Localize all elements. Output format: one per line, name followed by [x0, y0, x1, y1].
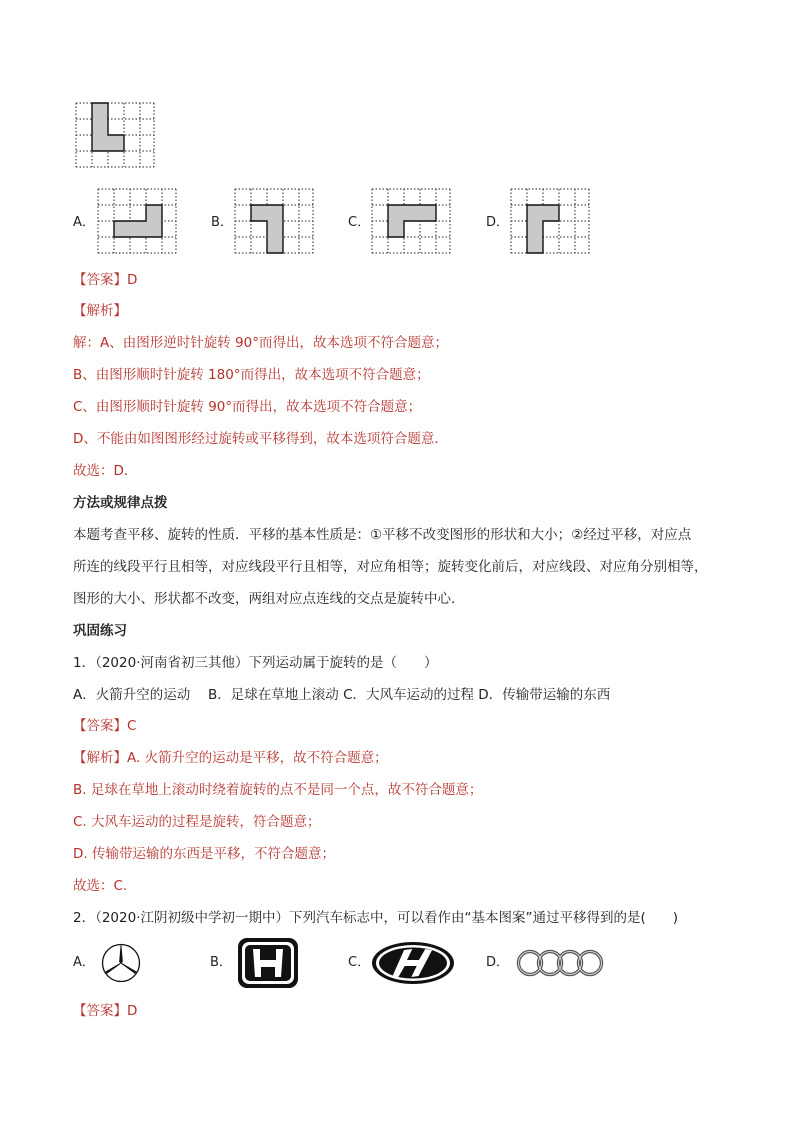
q2-answer-line [73, 1002, 137, 1020]
option-b-label: B． [211, 215, 233, 230]
answer-value: D [127, 272, 138, 288]
option-b-figure [235, 189, 315, 255]
option-a-shape [114, 205, 162, 237]
prev-analysis-line-1: 解：A、由图形逆时针旋转 90°而得出，故本选项不符合题意； [73, 335, 448, 351]
option-c-label: C． [348, 215, 371, 230]
q1-analysis-line-5: 故选：C. [73, 878, 128, 894]
q1-options: A．火箭升空的运动 B．足球在草地上滚动 C．大风车运动的过程 D．传输带运输的东西 [73, 687, 611, 703]
q1-answer-bracket: 【答案】 [73, 718, 127, 734]
q2-option-c-label: C． [348, 955, 371, 970]
option-a-figure [98, 189, 178, 255]
q1-analysis-line-2: B. 足球在草地上滚动时绕着旋转的点不是同一个点，故不符合题意； [73, 782, 483, 798]
method-title: 方法或规律点拨 [73, 495, 168, 511]
option-b-shape [251, 205, 283, 253]
option-d-label: D． [486, 215, 510, 230]
prev-analysis-heading: 【解析】 [73, 303, 127, 319]
option-c-figure [372, 189, 452, 255]
q1-analysis-text: A. 火箭升空的运动是平移，故不符合题意； [127, 750, 388, 766]
option-a-label: A． [73, 215, 95, 230]
mercedes-logo-icon [101, 943, 141, 983]
prev-analysis-line-3: C、由图形顺时针旋转 90°而得出，故本选项不符合题意； [73, 399, 422, 415]
q2-option-d-label: D． [486, 955, 510, 970]
q2-stem: 2．（2020·江阴初级中学初一期中）下列汽车标志中，可以看作由“基本图案”通过平移得到的是( ) [73, 910, 679, 926]
q1-answer-line [73, 717, 136, 735]
q2-option-a-label: A． [73, 955, 95, 970]
q1-analysis-first [73, 749, 388, 767]
prev-analysis-line-5: 故选：D． [73, 463, 138, 479]
q2-option-b-label: B． [210, 955, 232, 970]
q1-analysis-line-4: D. 传输带运输的东西是平移，不符合题意； [73, 846, 335, 862]
prev-answer-line [73, 271, 137, 289]
q1-stem: 1．（2020·河南省初三其他）下列运动属于旋转的是（ ） [73, 655, 438, 671]
option-d-figure [511, 189, 591, 255]
prev-analysis-line-4: D、不能由如图图形经过旋转或平移得到，故本选项符合题意． [73, 431, 448, 447]
base-figure-l-shape [76, 103, 156, 169]
l-shape [92, 103, 124, 151]
method-line-1: 本题考查平移、旋转的性质．平移的基本性质是：①平移不改变图形的形状和大小；②经过平移，对应点 [73, 527, 692, 543]
hyundai-logo-icon [371, 941, 455, 985]
method-line-3: 图形的大小、形状都不改变，两组对应点连线的交点是旋转中心． [73, 591, 465, 607]
option-d-shape [527, 205, 559, 253]
answer-bracket: 【答案】 [73, 272, 127, 288]
option-c-shape [388, 205, 436, 237]
method-line-2: 所连的线段平行且相等，对应线段平行且相等，对应角相等；旋转变化前后，对应线段、对应角分别相等， [73, 559, 708, 575]
q2-answer-bracket: 【答案】 [73, 1003, 127, 1019]
q2-answer-value: D [127, 1003, 138, 1019]
q1-answer-value: C [127, 718, 137, 734]
prev-analysis-line-2: B、由图形顺时针旋转 180°而得出，故本选项不符合题意； [73, 367, 430, 383]
practice-title: 巩固练习 [73, 623, 127, 639]
q1-analysis-line-3: C. 大风车运动的过程是旋转，符合题意； [73, 814, 321, 830]
audi-logo-icon [515, 949, 605, 977]
q1-analysis-bracket: 【解析】 [73, 750, 127, 766]
honda-logo-icon [237, 937, 299, 989]
